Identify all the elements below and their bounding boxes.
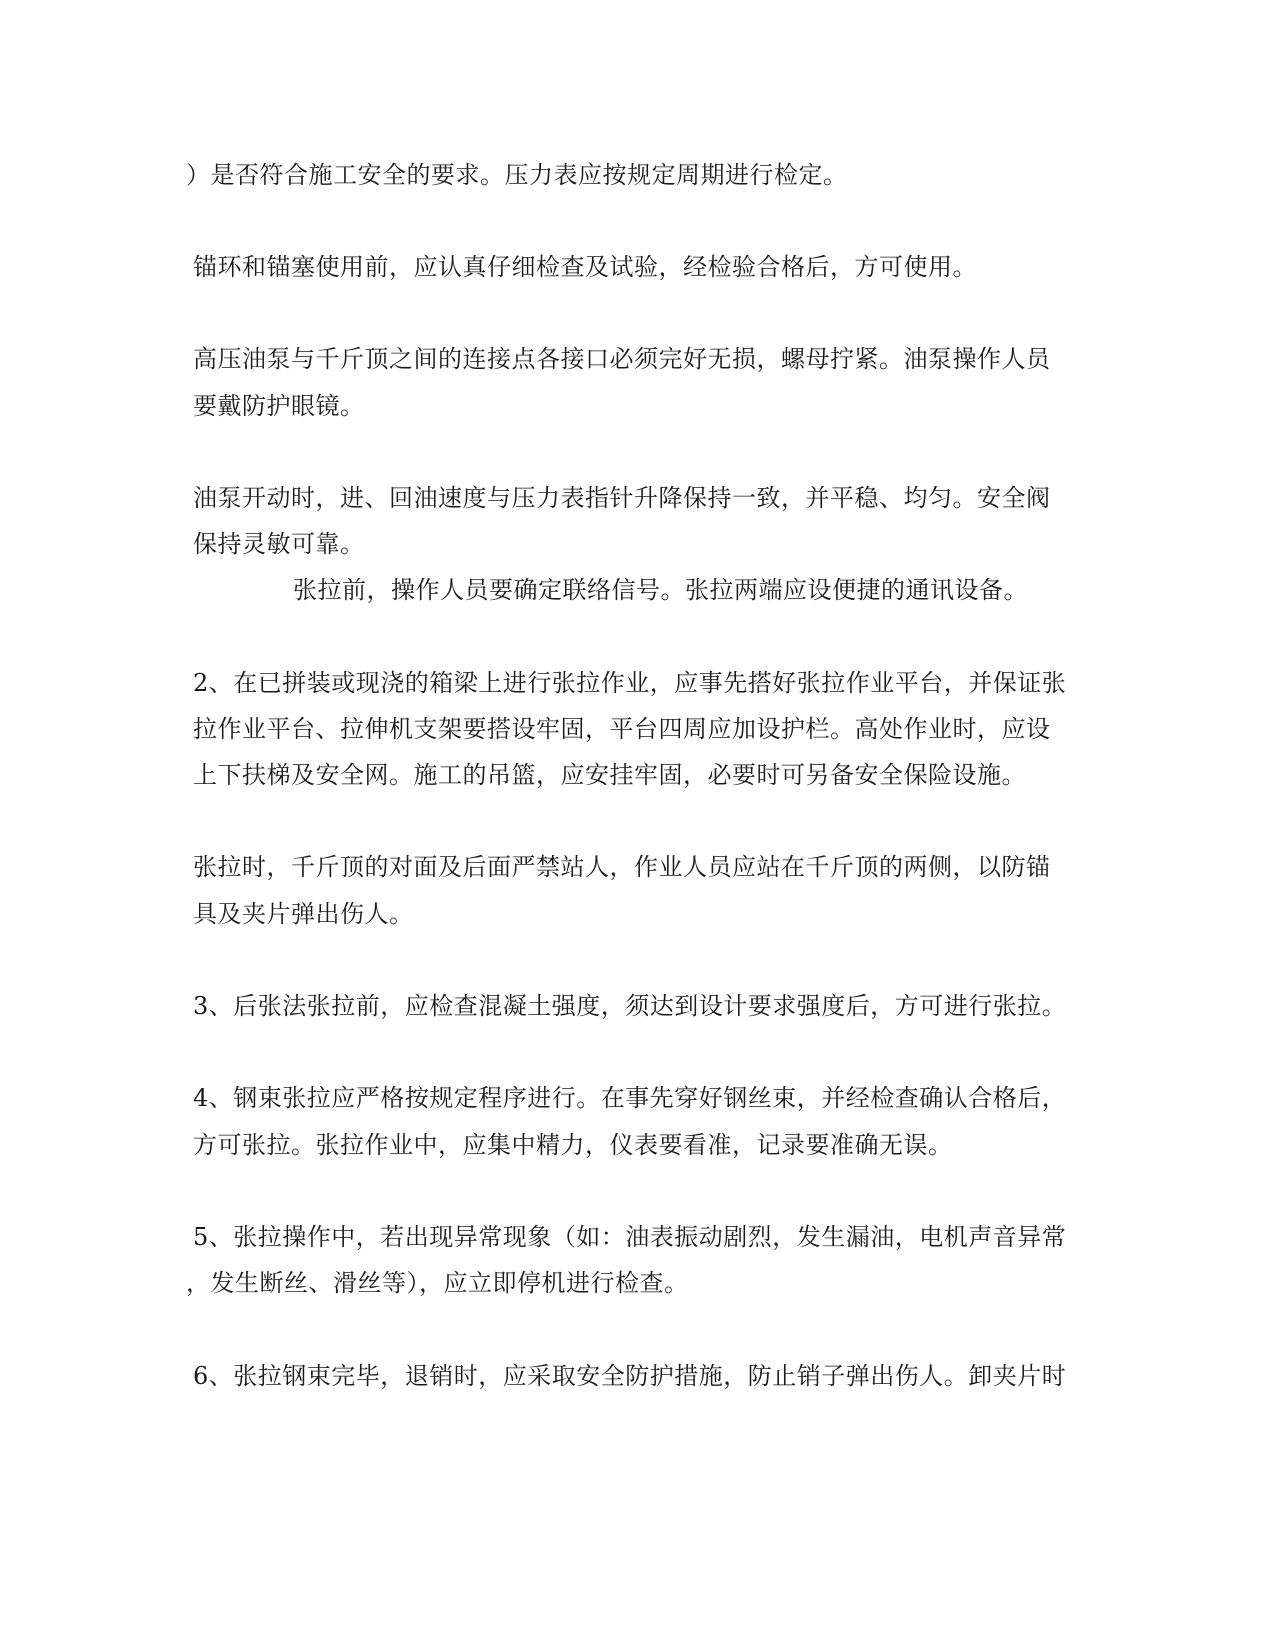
text-line: ）是否符合施工安全的要求。压力表应按规定周期进行检定。 [186, 161, 848, 189]
text-line: 张拉前，操作人员要确定联络信号。张拉两端应设便捷的通讯设备。 [293, 576, 1028, 604]
text-line: 2、在已拼装或现浇的箱梁上进行张拉作业，应事先搭好张拉作业平台，并保证张 [193, 669, 1067, 697]
text-line: 4、钢束张拉应严格按规定程序进行。在事先穿好钢丝束，并经检查确认合格后， [193, 1084, 1067, 1112]
text-line: 张拉时，千斤顶的对面及后面严禁站人，作业人员应站在千斤顶的两侧，以防锚 [193, 853, 1051, 881]
text-line: 上下扶梯及安全网。施工的吊篮，应安挂牢固，必要时可另备安全保险设施。 [193, 761, 1026, 789]
text-line: 保持灵敏可靠。 [193, 530, 365, 558]
text-line: 方可张拉。张拉作业中，应集中精力，仪表要看准，记录要准确无误。 [193, 1131, 953, 1159]
text-line: ，发生断丝、滑丝等），应立即停机进行检查。 [186, 1269, 689, 1297]
text-line: 6、张拉钢束完毕，退销时，应采取安全防护措施，防止销子弹出伤人。卸夹片时 [193, 1362, 1067, 1390]
text-line: 3、后张法张拉前，应检查混凝土强度，须达到设计要求强度后，方可进行张拉。 [193, 992, 1067, 1020]
text-line: 锚环和锚塞使用前，应认真仔细检查及试验，经检验合格后，方可使用。 [193, 253, 977, 281]
text-line: 要戴防护眼镜。 [193, 392, 365, 420]
text-line: 拉作业平台、拉伸机支架要搭设牢固，平台四周应加设护栏。高处作业时，应设 [193, 715, 1051, 743]
text-line: 具及夹片弹出伤人。 [193, 900, 414, 928]
text-line: 5、张拉操作中，若出现异常现象（如：油表振动剧烈，发生漏油，电机声音异常 [193, 1223, 1067, 1251]
text-line: 高压油泵与千斤顶之间的连接点各接口必须完好无损，螺母拧紧。油泵操作人员 [193, 345, 1051, 373]
text-line: 油泵开动时，进、回油速度与压力表指针升降保持一致，并平稳、均匀。安全阀 [193, 484, 1051, 512]
